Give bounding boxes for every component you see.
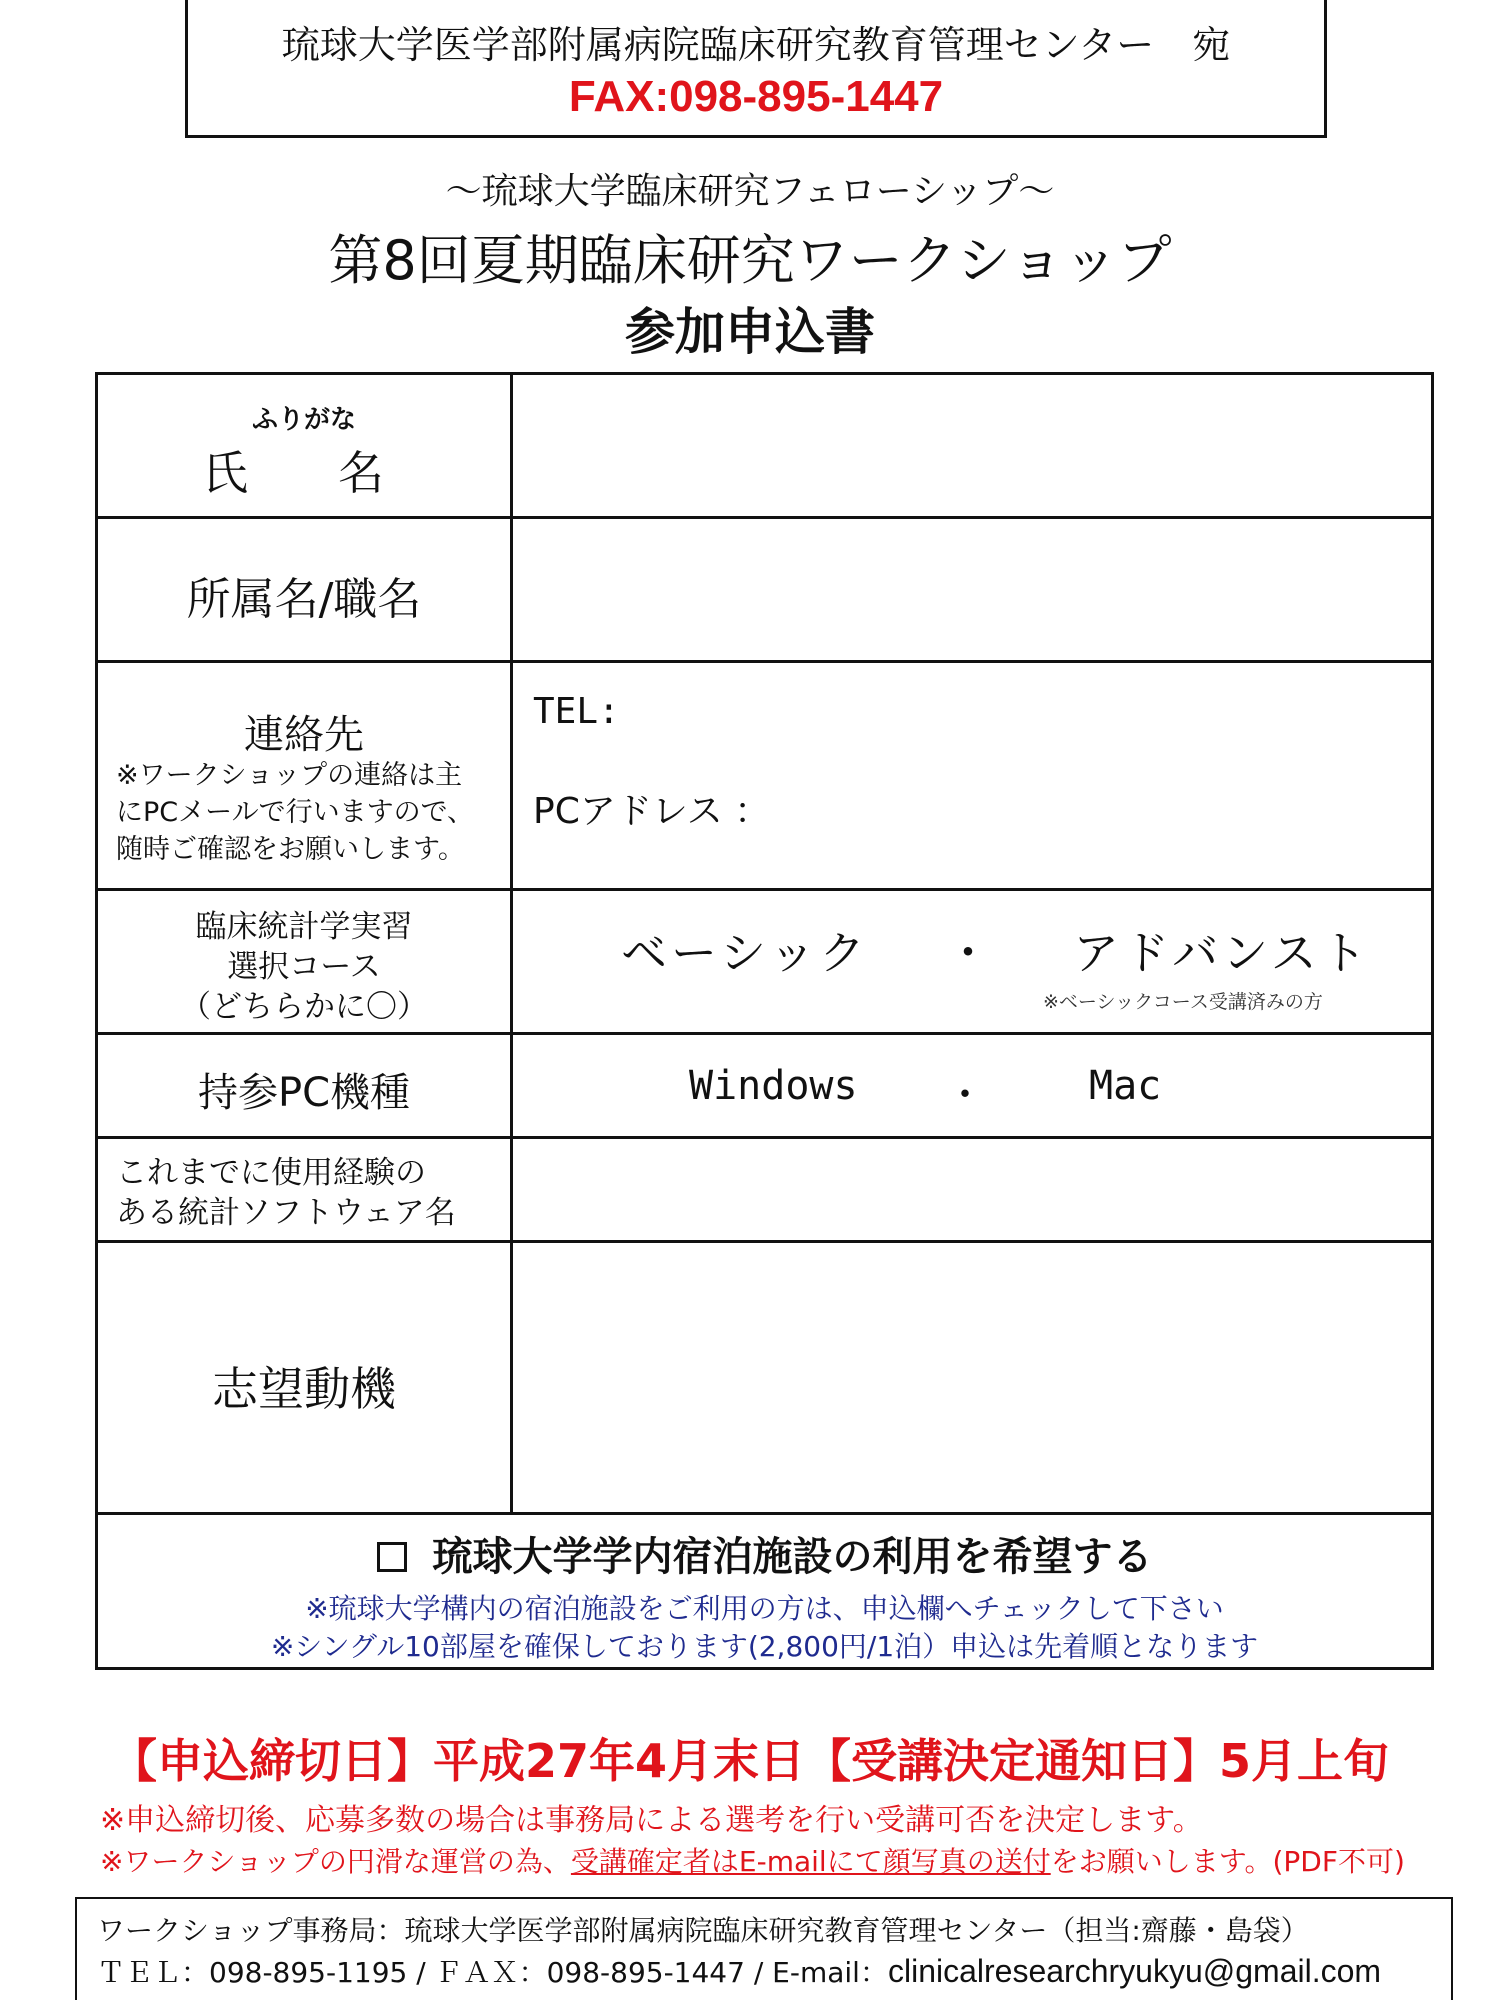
selection-notice: ※申込締切後、応募多数の場合は事務局による選考を行い受講可否を決定します。 bbox=[100, 1803, 1203, 1838]
software-label-line: これまでに使用経験の bbox=[116, 1155, 426, 1191]
affiliation-label-cell bbox=[98, 519, 513, 660]
course-label-line: 選択コース bbox=[227, 949, 381, 985]
contact-note-line: ※ワークショップの連絡は主 bbox=[116, 760, 463, 791]
contact-field[interactable] bbox=[513, 663, 1431, 888]
furigana-label: ふりがな bbox=[251, 405, 356, 435]
form-title: 参加申込書 bbox=[625, 303, 875, 361]
software-label-line: ある統計ソフトウェア名 bbox=[116, 1195, 456, 1231]
fax-number: FAX:098-895-1447 bbox=[568, 72, 944, 121]
lodging-note: ※琉球大学構内の宿泊施設をご利用の方は、申込欄へチェックして下さい bbox=[305, 1592, 1224, 1625]
pc-option-separator: ・ bbox=[945, 1072, 985, 1118]
affiliation-field[interactable] bbox=[513, 519, 1431, 660]
name-row bbox=[98, 375, 1431, 519]
office-email-link[interactable]: clinicalresearchryukyu@gmail.com bbox=[887, 1953, 1382, 1989]
office-name: ワークショップ事務局：琉球大学医学部附属病院臨床研究教育管理センター（担当:齋藤・島袋） bbox=[97, 1914, 1309, 1947]
photo-notice-suffix: をお願いします。(PDF不可) bbox=[1050, 1845, 1405, 1878]
program-subtitle: ～琉球大学臨床研究フェローシップ～ bbox=[445, 171, 1055, 212]
pc-option-windows[interactable]: Windows bbox=[689, 1063, 858, 1109]
deadline-line: 【申込締切日】平成27年4月末日【受講決定通知日】5月上旬 bbox=[110, 1734, 1390, 1788]
lodging-row bbox=[98, 1515, 1431, 1670]
pc-label-cell bbox=[98, 1035, 513, 1136]
photo-notice bbox=[100, 1840, 1405, 1880]
affiliation-row bbox=[98, 519, 1431, 663]
fax-recipient: 琉球大学医学部附属病院臨床研究教育管理センター 宛 bbox=[281, 23, 1231, 67]
software-field[interactable] bbox=[513, 1139, 1431, 1240]
fax-header-box bbox=[185, 0, 1327, 138]
motivation-label: 志望動機 bbox=[212, 1362, 396, 1416]
contact-label: 連絡先 bbox=[244, 712, 364, 758]
course-label bbox=[98, 907, 510, 1027]
pc-choice-cell bbox=[513, 1035, 1431, 1136]
motivation-row bbox=[98, 1243, 1431, 1515]
course-option-basic[interactable]: ベーシック bbox=[621, 926, 870, 980]
contact-note bbox=[116, 757, 500, 868]
affiliation-label: 所属名/職名 bbox=[186, 574, 422, 625]
office-phone-fax: ＴＥＬ：098-895-1195 / ＦＡＸ：098-895-1447 / E-mail： bbox=[97, 1956, 888, 1989]
course-option-advanced[interactable]: アドバンスト bbox=[1073, 926, 1371, 980]
course-label-line: 臨床統計学実習 bbox=[195, 909, 413, 945]
course-label-line: （どちらかに〇） bbox=[180, 989, 428, 1025]
software-row bbox=[98, 1139, 1431, 1243]
advanced-course-note: ※ベーシックコース受講済みの方 bbox=[1043, 991, 1323, 1013]
photo-notice-prefix: ※ワークショップの円滑な運営の為、 bbox=[100, 1845, 571, 1878]
lodging-note: ※シングル10部屋を確保しております(2,800円/1泊）申込は先着順となります bbox=[270, 1630, 1259, 1663]
office-contact-box bbox=[75, 1897, 1453, 2000]
lodging-request-line bbox=[98, 1525, 1431, 1582]
workshop-title: 第8回夏期臨床研究ワークショップ bbox=[328, 229, 1172, 292]
contact-note-line: にPCメールで行いますので、 bbox=[116, 797, 475, 828]
course-row bbox=[98, 891, 1431, 1035]
pc-label: 持参PC機種 bbox=[197, 1070, 411, 1116]
office-contact-line bbox=[97, 1951, 1381, 1991]
motivation-field[interactable] bbox=[513, 1243, 1431, 1512]
software-label-cell bbox=[98, 1139, 513, 1240]
pc-address-label: PCアドレス ： bbox=[533, 791, 771, 832]
name-label-cell bbox=[98, 375, 513, 516]
course-label-cell bbox=[98, 891, 513, 1032]
lodging-checkbox[interactable] bbox=[377, 1542, 407, 1572]
course-option-separator: ・ bbox=[945, 926, 991, 980]
name-label: 氏 名 bbox=[202, 446, 406, 500]
contact-note-line: 随時ご確認をお願いします。 bbox=[116, 834, 465, 865]
lodging-checkbox-label: 琉球大学学内宿泊施設の利用を希望する bbox=[432, 1534, 1153, 1580]
software-label bbox=[116, 1153, 500, 1233]
tel-label: TEL: bbox=[533, 691, 620, 732]
contact-row bbox=[98, 663, 1431, 891]
contact-label-cell bbox=[98, 663, 513, 888]
course-choice-cell bbox=[513, 891, 1431, 1032]
motivation-label-cell bbox=[98, 1243, 513, 1512]
photo-notice-underlined: 受講確定者はE-mailにて顔写真の送付 bbox=[570, 1845, 1051, 1878]
pc-row bbox=[98, 1035, 1431, 1139]
name-field[interactable] bbox=[513, 375, 1431, 516]
application-form-table bbox=[95, 372, 1434, 1670]
pc-option-mac[interactable]: Mac bbox=[1089, 1063, 1162, 1109]
